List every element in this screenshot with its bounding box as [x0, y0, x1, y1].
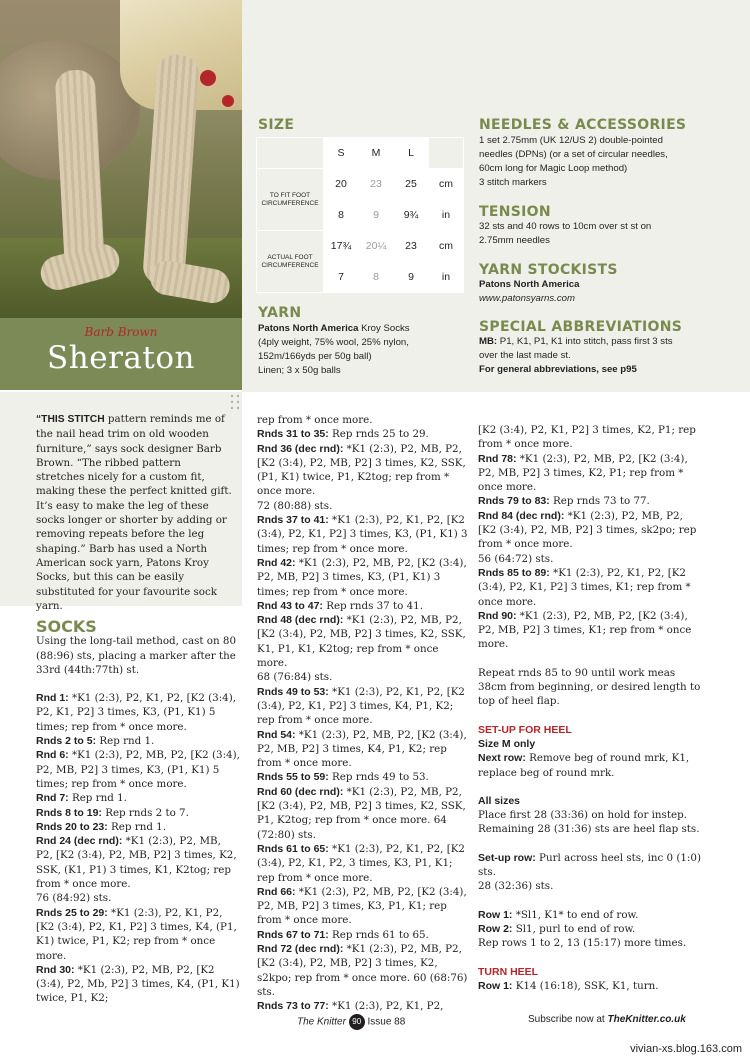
- instruction-row: Rnds 49 to 53: *K1 (2:3), P2, K1, P2, [K2 (3:4), P2, K1, P2] 3 times, K4, P1, K2; rep from * once more.: [257, 685, 465, 727]
- setup-heel-heading: SET-UP FOR HEEL: [478, 723, 572, 736]
- size-l: L: [394, 138, 429, 169]
- instruction-row: Rnd 90: *K1 (2:3), P2, MB, P2, [K2 (3:4), P2, MB, P2] 3 times, K1; rep from * once more.: [478, 609, 692, 651]
- column-1: [36, 617, 240, 1006]
- instruction-row: Rnd 72 (dec rnd): *K1 (2:3), P2, MB, P2, [K2 (3:4), P2, MB, P2] 3 times, K2, s2kpo; rep from * once more. 60 (68:76) sts.: [257, 942, 468, 998]
- size-m: M: [359, 138, 394, 169]
- column-3: [K2 (3:4), P2, K1, P2] 3 times, K2, P1; rep from * once more. Rnd 78: *K1 (2:3), P2, MB, P2, [K2 (3:4), P2, MB, P2] 3 times, K2, P1; rep from * once more. Rnds 79 to 83: Rep rnds 73 to 77. Rnd 84 (dec rnd): *K1 (2:3), P2, MB, P2, [K2 (3:4), P2, MB, P2] 3 times, sk2po; rep from * once more. 56 (64:72) sts. Rnds 85 to 89: *K1 (2:3), P2, K1, P2, [K2 (3:4), P2, K1, P2] 3 times, K1; rep from * once more. Rnd 90: *K1 (2:3), P2, MB, P2, [K2 (3:4), P2, MB, P2] 3 times, K1; rep from * once more. Repeat rnds 85 to 90 until work meas 38cm from beginning, or desired length to top of heel flap. SET-UP FOR HEEL Size M only Next row: Remove beg of round mrk, K1, replace beg of round mrk. All sizes Place first 28 (33:36) on hold for instep. Remaining 28 (31:36) sts are heel flap sts. Set-up row: Purl across heel sts, inc 0 (1:0) sts. 28 (32:36) sts. Row 1: *Sl1, K1* to end of row. Row 2: Sl1, purl to end of row. Rep rows 1 to 2, 13 (15:17) more times. TURN HEEL Row 1: K14 (16:18), SSK, K1, turn.: [478, 423, 704, 993]
- instruction-row: Rnds 61 to 65: *K1 (2:3), P2, K1, P2, [K2 (3:4), P2, K1, P2, 3 times, K3, P1, K1; rep from * once more.: [257, 842, 465, 884]
- watermark: vivian-xs.blog.163.com: [630, 1043, 742, 1055]
- instruction-row: 68 (76:84) sts.: [257, 671, 333, 684]
- instruction-row: rep from * once more.: [257, 414, 373, 426]
- designer-byline: Barb Brown: [84, 325, 158, 339]
- instruction-row: Rnd 78: *K1 (2:3), P2, MB, P2, [K2 (3:4), P2, MB, P2] 3 times, K2, P1; rep from * once more.: [478, 452, 688, 494]
- stockist-url[interactable]: www.patonsyarns.com: [479, 293, 575, 304]
- turn-heel-heading: TURN HEEL: [478, 965, 539, 978]
- size-s: S: [324, 138, 359, 169]
- site-link[interactable]: TheKnitter.co.uk: [607, 1014, 686, 1025]
- instruction-row: Rnd 60 (dec rnd): *K1 (2:3), P2, MB, P2, [K2 (3:4), P2, MB, P2] 3 times, K2, SSK, P1, K2tog; rep from * once more. 64 (72:80) sts.: [257, 785, 466, 841]
- yarn-heading: YARN: [258, 305, 302, 321]
- repeat-text: Repeat rnds 85 to 90 until work meas 38cm from beginning, or desired length to top of heel flap.: [478, 666, 701, 708]
- instruction-row: Rnds 85 to 89: *K1 (2:3), P2, K1, P2, [K2 (3:4), P2, K1, P2] 3 times, K1; rep from * once more.: [478, 566, 691, 608]
- intro-lead: “THIS STITCH: [36, 414, 105, 425]
- instruction-row: 72 (80:88) sts.: [257, 499, 333, 512]
- abbrev-heading: SPECIAL ABBREVIATIONS: [479, 319, 683, 335]
- intro-panel: [0, 392, 242, 612]
- instruction-row: Rnd 66: *K1 (2:3), P2, MB, P2, [K2 (3:4), P2, MB, P2] 3 times, K3, P1, K1; rep from * once more.: [257, 885, 467, 927]
- needles-details: 1 set 2.75mm (UK 12/US 2) double-pointed needles (DPNs) (or a set of circular needles, 60cm long for Magic Loop method) 3 stitch markers: [479, 135, 668, 188]
- hero-photo: [0, 0, 242, 318]
- instruction-row: Rnd 42: *K1 (2:3), P2, MB, P2, [K2 (3:4), P2, MB, P2] 3 times, K3, (P1, K1) 3 times; rep from * once more.: [257, 556, 467, 598]
- abbrev-details: MB: P1, K1, P1, K1 into stitch, pass first 3 sts over the last made st. For general abbreviations, see p95: [479, 336, 673, 375]
- instruction-row: Rnds 67 to 71: Rep rnds 61 to 65.: [257, 928, 429, 941]
- page-number: 90: [349, 1014, 365, 1030]
- instruction-row: 76 (84:92) sts.: [36, 892, 112, 905]
- tension-details: 32 sts and 40 rows to 10cm over st st on 2.75mm needles: [479, 221, 652, 246]
- instruction-row: Rnds 55 to 59: Rep rnds 49 to 53.: [257, 771, 429, 784]
- stockists-heading: YARN STOCKISTS: [479, 262, 618, 278]
- instruction-row: 56 (64:72) sts.: [478, 552, 554, 565]
- pattern-title: Sheraton: [47, 340, 195, 376]
- instruction-row: Rnd 30: *K1 (2:3), P2, MB, P2, [K2 (3:4), P2, Mb, P2] 3 times, K4, (P1, K1) twice, P1, K2;: [36, 963, 240, 1005]
- instruction-row: Rnds 79 to 83: Rep rnds 73 to 77.: [478, 495, 650, 508]
- footer-subscribe: Subscribe now at TheKnitter.co.uk: [528, 1014, 686, 1025]
- instruction-row: Rnd 24 (dec rnd): *K1 (2:3), P2, MB, P2, [K2 (3:4), P2, MB, P2] 3 times, K2, SSK, (K1, P1) 3 times, K1, K2tog; rep from * once more.: [36, 835, 237, 891]
- socks-heading: SOCKS: [36, 617, 97, 636]
- instruction-row: Rnds 2 to 5: Rep rnd 1.: [36, 735, 155, 748]
- instruction-row: Rnd 6: *K1 (2:3), P2, MB, P2, [K2 (3:4), P2, MB, P2] 3 times, K3, (P1, K1) 5 times; rep from * once more.: [36, 749, 240, 790]
- instruction-row: Rnd 84 (dec rnd): *K1 (2:3), P2, MB, P2, [K2 (3:4), P2, MB, P2] 3 times, sk2po; rep from * once more.: [478, 509, 697, 551]
- actual-label: ACTUAL FOOT CIRCUMFERENCE: [257, 231, 324, 293]
- column-2: [257, 413, 469, 1013]
- instruction-row: Rnd 7: Rep rnd 1.: [36, 792, 127, 805]
- instruction-row: Rnd 36 (dec rnd): *K1 (2:3), P2, MB, P2, [K2 (3:4), P2, MB, P2] 3 times, K2, SSK, (P1, K1) twice, P1, K2tog; rep from * once more.: [257, 442, 466, 498]
- size-heading: SIZE: [258, 117, 295, 133]
- instruction-row: Rnds 73 to 77: *K1 (2:3), P2, K1, P2,: [257, 1000, 444, 1013]
- instruction-row: Rnd 48 (dec rnd): *K1 (2:3), P2, MB, P2, [K2 (3:4), P2, MB, P2] 3 times, K2, SSK, K1, P1, K1, K2tog; rep from * once more.: [257, 614, 466, 670]
- instruction-row: Rnd 43 to 47: Rep rnds 37 to 41.: [257, 599, 423, 612]
- instruction-row: Rnds 37 to 41: *K1 (2:3), P2, K1, P2, [K2 (3:4), P2, K1, P2] 3 times, K3, (P1, K1) 3 times; rep from * once more.: [257, 514, 468, 555]
- footer-issue: The Knitter 90 Issue 88: [297, 1014, 405, 1030]
- instruction-row: Rnd 1: *K1 (2:3), P2, K1, P2, [K2 (3:4), P2, K1, P2] 3 times, K3, (P1, K1) 5 times; rep from * once more.: [36, 692, 237, 733]
- instruction-row: [K2 (3:4), P2, K1, P2] 3 times, K2, P1; rep from * once more.: [478, 424, 696, 451]
- instruction-row: Rnds 8 to 19: Rep rnds 2 to 7.: [36, 806, 189, 819]
- fit-label: TO FIT FOOT CIRCUMFERENCE: [257, 169, 324, 231]
- decorative-dots: [228, 392, 242, 422]
- instruction-row: Rnds 20 to 23: Rep rnd 1.: [36, 820, 167, 833]
- instruction-row: Rnds 31 to 35: Rep rnds 25 to 29.: [257, 428, 429, 441]
- instruction-row: Rnds 25 to 29: *K1 (2:3), P2, K1, P2, [K2 (3:4), P2, K1, P2] 3 times, K4, (P1, K1) twice, P1, K2; rep from * once more.: [36, 906, 237, 962]
- instruction-row: Rnd 54: *K1 (2:3), P2, MB, P2, [K2 (3:4), P2, MB, P2] 3 times, K4, P1, K2; rep from * once more.: [257, 728, 467, 770]
- yarn-details: Patons North America Kroy Socks (4ply weight, 75% wool, 25% nylon, 152m/166yds per 50g ball) Linen; 3 x 50g balls: [258, 323, 410, 376]
- stockists-details: Patons North America www.patonsyarns.com: [479, 279, 580, 304]
- title-band: [0, 318, 242, 390]
- cast-on-text: Using the long-tail method, cast on 80 (88:96) sts, placing a marker after the 33rd (44th:77th) st.: [36, 635, 236, 676]
- tension-heading: TENSION: [479, 204, 551, 220]
- needles-heading: NEEDLES & ACCESSORIES: [479, 117, 687, 133]
- intro-text: pattern reminds me of the nail head trim on old wooden furniture,” says sock designer Barb Brown. “The ribbed pattern stretches nicely for a custom fit, making these the perfect knitted gift. It’s easy to make the leg of these socks longer or shorter by adding or removing repeats before the leg shaping.” Barb has used a North American sock yarn, Patons Kroy Socks, but this can be easily substituted for your favourite sock yarn.: [36, 413, 232, 612]
- size-table: S M L TO FIT FOOT CIRCUMFERENCE 20 23 25 cm 8 9 9¾ in ACTUAL FOOT CIRCUMFERENCE 17¾ 20¼ 23 cm 7 8 9 in: [256, 137, 464, 293]
